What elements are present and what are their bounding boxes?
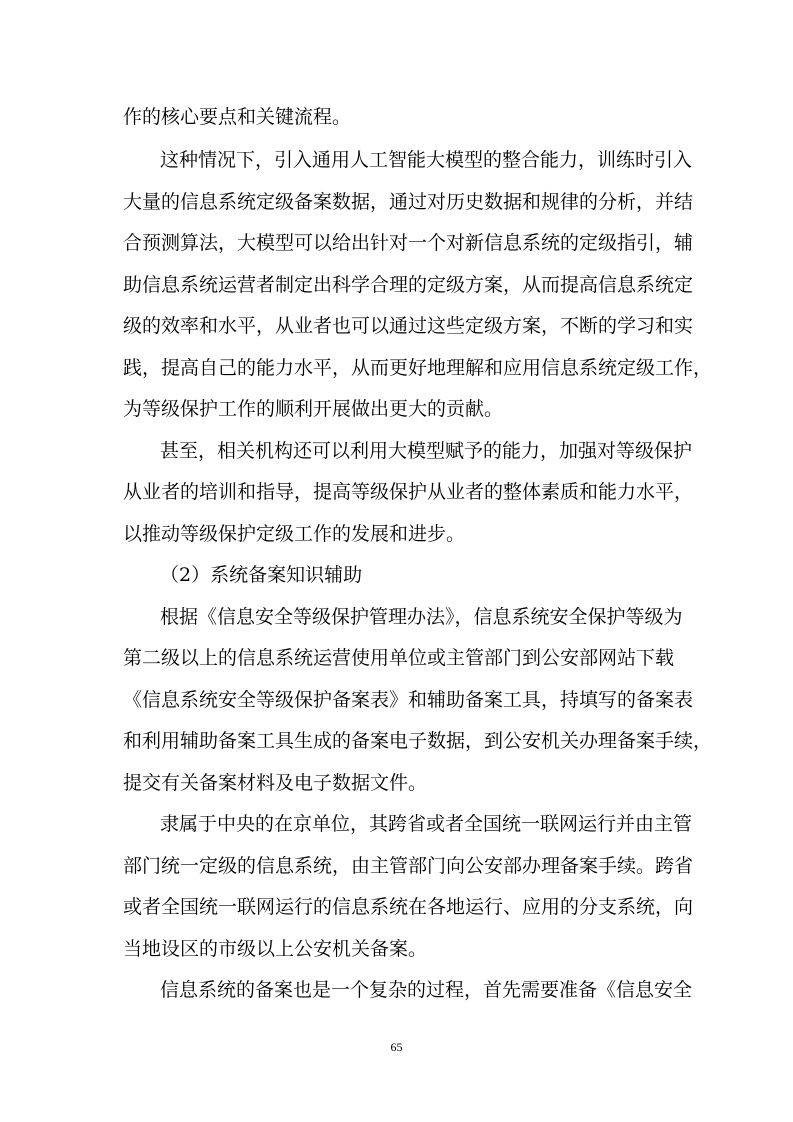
paragraph-line: 为等级保护工作的顺利开展做出更大的贡献。	[123, 398, 504, 420]
paragraph-line: 部门统一定级的信息系统，由主管部门向公安部办理备案手续。跨省	[123, 855, 694, 877]
paragraph-line: 以推动等级保护定级工作的发展和进步。	[123, 523, 466, 545]
paragraph-line: 第二级以上的信息系统运营使用单位或主管部门到公安部网站下载	[123, 647, 675, 669]
paragraph-line: 根据《信息安全等级保护管理办法》，信息系统安全保护等级为	[160, 606, 683, 628]
paragraph-line: 助信息系统运营者制定出科学合理的定级方案，从而提高信息系统定	[123, 274, 694, 296]
paragraph-line: 甚至，相关机构还可以利用大模型赋予的能力，加强对等级保护	[160, 440, 693, 462]
paragraph-line: 《信息系统安全等级保护备案表》和辅助备案工具，持填写的备案表	[123, 689, 694, 711]
paragraph-line: 这种情况下，引入通用人工智能大模型的整合能力，训练时引入	[160, 149, 693, 171]
section-heading: （2）系统备案知识辅助	[160, 564, 363, 586]
paragraph-line: 信息系统的备案也是一个复杂的过程，首先需要准备《信息安全	[160, 979, 693, 1001]
paragraph-line: 级的效率和水平，从业者也可以通过这些定级方案，不断的学习和实	[123, 315, 694, 337]
paragraph-line: 大量的信息系统定级备案数据，通过对历史数据和规律的分析，并结	[123, 191, 694, 213]
paragraph-line: 践，提高自己的能力水平，从而更好地理解和应用信息系统定级工作，	[123, 357, 713, 379]
paragraph-line: 或者全国统一联网运行的信息系统在各地运行、应用的分支系统，向	[123, 896, 694, 918]
paragraph-line: 和利用辅助备案工具生成的备案电子数据，到公安机关办理备案手续，	[123, 730, 713, 752]
paragraph-line: 提交有关备案材料及电子数据文件。	[123, 772, 428, 794]
paragraph-line: 合预测算法，大模型可以给出针对一个对新信息系统的定级指引，辅	[123, 232, 694, 254]
page-number: 65	[390, 1040, 403, 1054]
paragraph-line: 从业者的培训和指导，提高等级保护从业者的整体素质和能力水平，	[123, 481, 694, 503]
paragraph-line: 当地设区的市级以上公安机关备案。	[123, 938, 428, 960]
paragraph-line: 隶属于中央的在京单位，其跨省或者全国统一联网运行并由主管	[160, 813, 693, 835]
paragraph-line: 作的核心要点和关键流程。	[123, 106, 352, 128]
